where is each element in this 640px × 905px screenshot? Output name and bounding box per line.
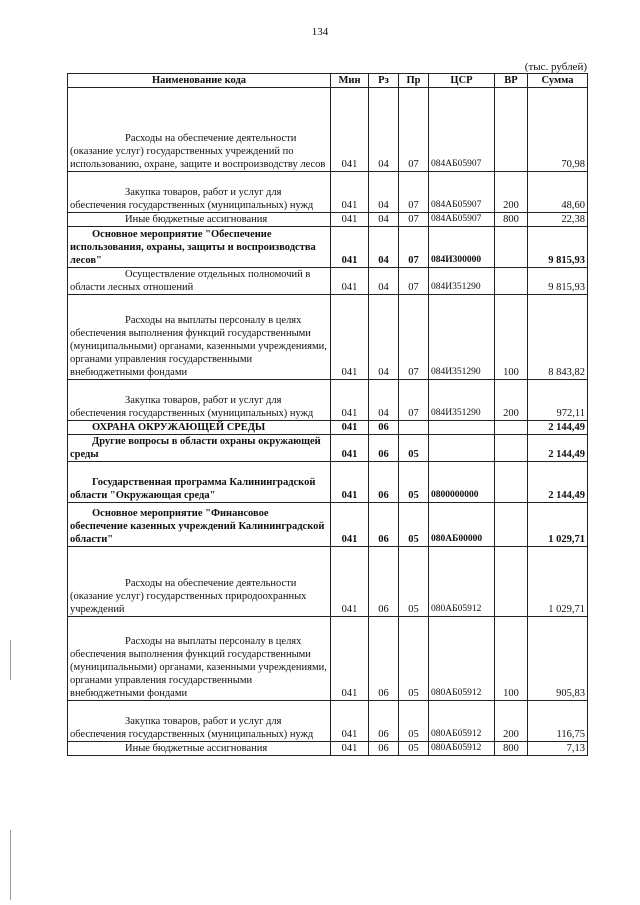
- row-sum-cell: 905,83: [528, 617, 588, 701]
- row-sum-cell: 70,98: [528, 88, 588, 172]
- row-vr-cell: [495, 547, 528, 617]
- column-header-csr: ЦСР: [429, 74, 495, 88]
- row-csr-cell: [429, 421, 495, 435]
- row-pr-cell: 05: [399, 547, 429, 617]
- row-vr-cell: [495, 268, 528, 295]
- row-rz-cell: 06: [369, 462, 399, 503]
- row-csr-cell: 080АБ00000: [429, 503, 495, 547]
- row-min-cell: 041: [331, 213, 369, 227]
- row-vr-cell: 200: [495, 701, 528, 742]
- row-pr-cell: 07: [399, 227, 429, 268]
- row-min-cell: 041: [331, 462, 369, 503]
- table-row: [68, 503, 588, 547]
- row-min-cell: 041: [331, 227, 369, 268]
- scan-margin-line: [10, 640, 11, 680]
- row-min-cell: 041: [331, 435, 369, 462]
- row-sum-cell: 8 843,82: [528, 295, 588, 380]
- row-pr-cell: 05: [399, 462, 429, 503]
- row-csr-cell: [429, 435, 495, 462]
- row-name-cell: Иные бюджетные ассигнования: [68, 213, 331, 227]
- row-vr-cell: [495, 503, 528, 547]
- row-sum-cell: 2 144,49: [528, 462, 588, 503]
- table-row: [68, 742, 588, 756]
- row-rz-cell: 04: [369, 380, 399, 421]
- row-name-cell: Основное мероприятие "Обеспечение использования, охраны, защиты и воспроизводства лесов": [68, 227, 331, 268]
- column-header-vr: ВР: [495, 74, 528, 88]
- row-pr-cell: 07: [399, 172, 429, 213]
- page-number: 134: [311, 26, 329, 38]
- row-vr-cell: 100: [495, 295, 528, 380]
- row-vr-cell: 100: [495, 617, 528, 701]
- row-csr-cell: 080АБ05912: [429, 547, 495, 617]
- row-min-cell: 041: [331, 268, 369, 295]
- row-csr-cell: 084И300000: [429, 227, 495, 268]
- row-sum-cell: 2 144,49: [528, 435, 588, 462]
- row-rz-cell: 06: [369, 547, 399, 617]
- row-vr-cell: [495, 227, 528, 268]
- row-name-cell: Расходы на выплаты персоналу в целях обеспечения выполнения функций государственными (муниципальными) органами, казенными учреждениями, органами управления государственными внебюджетными фондами: [68, 295, 331, 380]
- row-rz-cell: 04: [369, 295, 399, 380]
- row-sum-cell: 2 144,49: [528, 421, 588, 435]
- table-row: [68, 88, 588, 172]
- row-csr-cell: 080АБ05912: [429, 617, 495, 701]
- row-name-cell: Расходы на обеспечение деятельности (оказание услуг) государственных природоохранных учреждений: [68, 547, 331, 617]
- row-csr-cell: 080АБ05912: [429, 701, 495, 742]
- table-row: [68, 268, 588, 295]
- table-row: [68, 701, 588, 742]
- row-rz-cell: 06: [369, 435, 399, 462]
- row-pr-cell: 07: [399, 380, 429, 421]
- row-sum-cell: 972,11: [528, 380, 588, 421]
- unit-note: (тыс. рублей): [524, 61, 587, 73]
- row-name-cell: Закупка товаров, работ и услуг для обеспечения государственных (муниципальных) нужд: [68, 380, 331, 421]
- row-pr-cell: 07: [399, 295, 429, 380]
- row-min-cell: 041: [331, 295, 369, 380]
- column-header-pr: Пр: [399, 74, 429, 88]
- row-sum-cell: 1 029,71: [528, 503, 588, 547]
- table-row: [68, 295, 588, 380]
- table-row: [68, 380, 588, 421]
- row-name-cell: Государственная программа Калининградской области "Окружающая среда": [68, 462, 331, 503]
- row-name-cell: Основное мероприятие "Финансовое обеспечение казенных учреждений Калининградской области": [68, 503, 331, 547]
- row-sum-cell: 7,13: [528, 742, 588, 756]
- column-header-min: Мин: [331, 74, 369, 88]
- row-rz-cell: 06: [369, 701, 399, 742]
- row-vr-cell: 800: [495, 742, 528, 756]
- row-name-cell: Расходы на обеспечение деятельности (оказание услуг) государственных учреждений по использованию, охране, защите и воспроизводству лесов: [68, 88, 331, 172]
- row-pr-cell: 05: [399, 701, 429, 742]
- row-rz-cell: 06: [369, 421, 399, 435]
- row-sum-cell: 116,75: [528, 701, 588, 742]
- row-vr-cell: 200: [495, 380, 528, 421]
- row-vr-cell: [495, 88, 528, 172]
- row-min-cell: 041: [331, 88, 369, 172]
- row-min-cell: 041: [331, 617, 369, 701]
- row-name-cell: Иные бюджетные ассигнования: [68, 742, 331, 756]
- column-header-name: Наименование кода: [68, 74, 331, 88]
- table-row: [68, 227, 588, 268]
- table-row: [68, 547, 588, 617]
- scan-margin-line: [10, 830, 11, 900]
- row-rz-cell: 04: [369, 268, 399, 295]
- row-name-cell: Расходы на выплаты персоналу в целях обеспечения выполнения функций государственными (муниципальными) органами, казенными учреждениями, органами управления государственными внебюджетными фондами: [68, 617, 331, 701]
- row-min-cell: 041: [331, 742, 369, 756]
- row-pr-cell: [399, 421, 429, 435]
- row-pr-cell: 07: [399, 213, 429, 227]
- row-csr-cell: 084И351290: [429, 380, 495, 421]
- table-row: [68, 462, 588, 503]
- row-vr-cell: 200: [495, 172, 528, 213]
- row-pr-cell: 05: [399, 617, 429, 701]
- table-header-row: [68, 74, 588, 88]
- row-pr-cell: 05: [399, 435, 429, 462]
- table-row: [68, 435, 588, 462]
- table-row: [68, 172, 588, 213]
- row-csr-cell: 084АБ05907: [429, 88, 495, 172]
- row-csr-cell: 084АБ05907: [429, 172, 495, 213]
- row-vr-cell: [495, 435, 528, 462]
- row-min-cell: 041: [331, 172, 369, 213]
- table-row: [68, 213, 588, 227]
- row-sum-cell: 1 029,71: [528, 547, 588, 617]
- row-rz-cell: 04: [369, 227, 399, 268]
- budget-table: [67, 73, 588, 756]
- row-min-cell: 041: [331, 701, 369, 742]
- row-vr-cell: [495, 462, 528, 503]
- row-csr-cell: 080АБ05912: [429, 742, 495, 756]
- row-vr-cell: 800: [495, 213, 528, 227]
- table-row: [68, 421, 588, 435]
- row-name-cell: ОХРАНА ОКРУЖАЮЩЕЙ СРЕДЫ: [68, 421, 331, 435]
- row-min-cell: 041: [331, 380, 369, 421]
- row-sum-cell: 48,60: [528, 172, 588, 213]
- row-rz-cell: 04: [369, 88, 399, 172]
- row-rz-cell: 04: [369, 172, 399, 213]
- row-name-cell: Закупка товаров, работ и услуг для обеспечения государственных (муниципальных) нужд: [68, 701, 331, 742]
- row-min-cell: 041: [331, 503, 369, 547]
- table-row: [68, 617, 588, 701]
- row-rz-cell: 04: [369, 213, 399, 227]
- row-pr-cell: 05: [399, 503, 429, 547]
- row-csr-cell: 084АБ05907: [429, 213, 495, 227]
- row-min-cell: 041: [331, 421, 369, 435]
- row-name-cell: Другие вопросы в области охраны окружающей среды: [68, 435, 331, 462]
- row-name-cell: Закупка товаров, работ и услуг для обеспечения государственных (муниципальных) нужд: [68, 172, 331, 213]
- row-rz-cell: 06: [369, 617, 399, 701]
- row-sum-cell: 9 815,93: [528, 227, 588, 268]
- row-name-cell: Осуществление отдельных полномочий в области лесных отношений: [68, 268, 331, 295]
- row-csr-cell: 0800000000: [429, 462, 495, 503]
- row-min-cell: 041: [331, 547, 369, 617]
- row-csr-cell: 084И351290: [429, 295, 495, 380]
- row-sum-cell: 9 815,93: [528, 268, 588, 295]
- row-vr-cell: [495, 421, 528, 435]
- row-pr-cell: 05: [399, 742, 429, 756]
- row-rz-cell: 06: [369, 503, 399, 547]
- row-sum-cell: 22,38: [528, 213, 588, 227]
- row-csr-cell: 084И351290: [429, 268, 495, 295]
- row-pr-cell: 07: [399, 268, 429, 295]
- row-pr-cell: 07: [399, 88, 429, 172]
- row-rz-cell: 06: [369, 742, 399, 756]
- column-header-sum: Сумма: [528, 74, 588, 88]
- column-header-rz: Рз: [369, 74, 399, 88]
